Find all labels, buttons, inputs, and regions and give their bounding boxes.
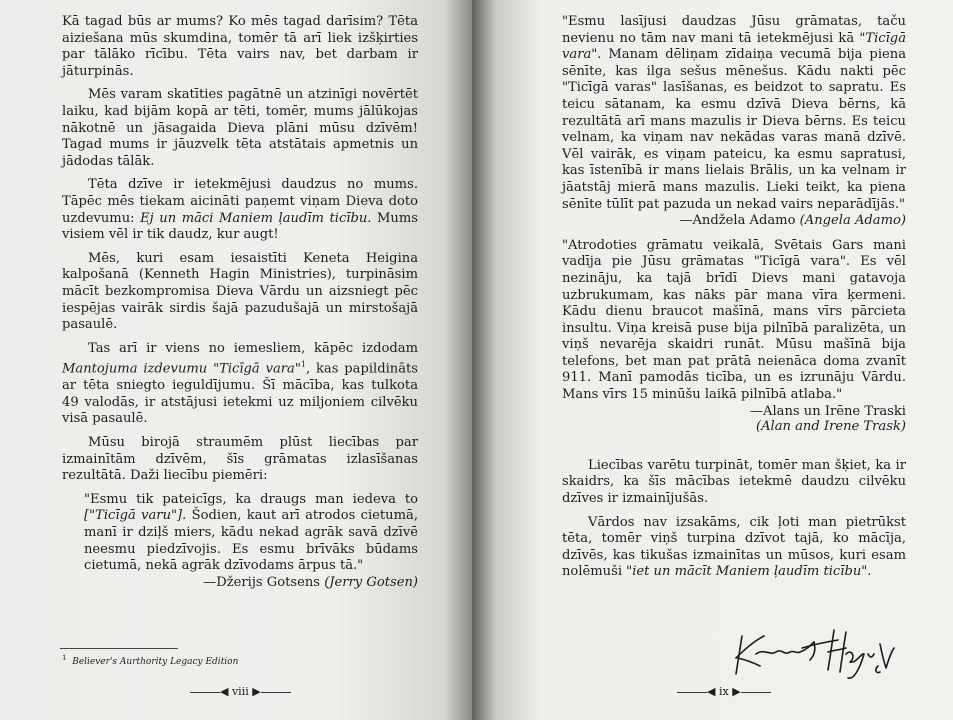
footnote [62, 654, 238, 667]
text-run: . Mums visiem vēl ir tik daudz, kur augt! [62, 210, 418, 243]
paragraph: Mūsu birojā straumēm plūst liecības par izmainītām dzīvēm, šīs grāmatas izlasīšanas rezultātā. Daži liecību piemēri: [62, 435, 418, 484]
testimonial-quote: "Atrodoties grāmatu veikalā, Svētais Gars mani vadīja pie Jūsu grāmatas "Ticīgā vara". Es vēl nezināju, ka tajā brīdī Dievs mani gatavoja uzbrukumam, kas nāks pār mana vīra ķermeni. Kādu dienu braucot mašīnā, mans vīrs pārcieta insultu. Viņa kreisā puse bija pilnībā paralizēta, un viņš nevarēja skaidri runāt. Mūsu mašīnā bija telefons, bet man pat prātā neienāca doma zvanīt 911. Manī pamodās ticība, un es izrunāju Vārdu. Mans vīrs 15 minūšu laikā pilnībā atlaba." [562, 237, 906, 403]
text-run: . [867, 564, 872, 580]
attribution-original: (Angela Adamo) [799, 213, 906, 229]
text-run: Tas arī ir viens no iemesliem, kāpēc izdodam [88, 340, 418, 356]
italic-run: Ej un māci Maniem ļaudīm ticību [140, 210, 368, 226]
page-number-text: viii [231, 685, 249, 698]
page-number-left: ◀ viii ▶ [190, 685, 291, 698]
italic-run: Mantojuma izdevumu "Ticīgā vara" [62, 361, 301, 377]
paragraph: Mēs, kuri esam iesaistīti Keneta Heigina kalpošanā (Kenneth Hagin Ministries), turpināsim mācīt bezkompromisa Dieva Vārdu un aizsniegt pēc iespējas vairāk sirdis šajā pazudušajā un mirstošajā pasaulē. [62, 250, 418, 333]
footnote-divider [60, 648, 178, 649]
text-run: Vārdos nav izsakāms, cik ļoti man pietrūkst tēta, tomēr viņš turpina dzīvot tajā, ko mācīja, dzīvēs, kas tikušas izmainītas un mūsos, kuri esam nolēmuši [562, 514, 906, 580]
text-run: . Manam dēliņam zīdaiņa vecumā bija piena sēnīte, kas ilga sešus mēnešus. Kādu nakti pēc "Ticīgā varas" lasīšanas, es beidzot to sapratu. Es teicu sātanam, ka esmu dzīvā Dieva bērns, kā rezultātā arī mans mazulis ir Dieva bērns. Es teicu velnam, ka viņam nav nekādas varas manā dzīvē. Vēl vairāk, es viņam pateicu, ka esmu sapratusi, kas īstenībā ir mans lielais Brālis, un ka velnam ir jāatstāj mierā mans mazulis. Lieki teikt, ka piena sēnīte tūlīt pat pazuda un nekad vairs neparādījās." [562, 47, 906, 212]
paragraph [62, 177, 418, 243]
testimonial-quote [562, 14, 906, 213]
testimonial-attribution [62, 575, 418, 592]
italic-run: "Ticīgā vara" [562, 30, 906, 63]
footnote-marker: 1 [300, 360, 306, 370]
page-number-right: ◀ ix ▶ [677, 685, 771, 698]
text-run: Tēta dzīve ir ietekmējusi daudzus no mums. Tāpēc mēs tiekam aicināti paņemt viņam Dieva doto uzdevumu: [62, 177, 418, 226]
page-number-text: ix [718, 685, 729, 698]
testimonial-attribution: —Alans un Irēne Traski [749, 403, 906, 419]
attribution-original: (Jerry Gotsen) [324, 574, 418, 590]
paragraph [562, 515, 906, 581]
footnote-text: Believer's Aurthority Legacy Edition [72, 657, 239, 667]
footnote-number: 1 [62, 654, 67, 662]
paragraph: Kā tagad būs ar mums? Ko mēs tagad darīsim? Tēta aiziešana mūs skumdina, tomēr tā arī liek izšķirties par tālāko rīcību. Tēta vairs nav, bet darbam ir jāturpinās. [62, 14, 418, 79]
paragraph: Liecības varētu turpināt, tomēr man šķiet, ka ir skaidrs, ka šīs mācības ietekmē daudzu cilvēku dzīves ir izmainījušās. [562, 457, 906, 507]
testimonial-quote [84, 492, 418, 575]
paragraph [62, 341, 418, 428]
right-page [472, 0, 953, 720]
italic-run: ["Ticīgā varu"] [84, 508, 183, 524]
signature [730, 624, 900, 682]
attribution-name: —Andžela Adamo [679, 213, 800, 229]
italic-run: "iet un mācīt Maniem ļaudīm ticību" [626, 564, 868, 580]
text-run: . Šodien, kaut arī atrodos cietumā, manī ir dziļš miers, kādu nekad agrāk savā dzīvē neesmu piedzīvojis. Es esmu brīvāks būdams cietumā, nekā agrāk dzīvodams ārpus tā." [84, 508, 418, 574]
paragraph: Mēs varam skatīties pagātnē un atzinīgi novērtēt laiku, kad bijām kopā ar tēti, tomēr, mums jālūkojas nākotnē un jāsagaida Dieva plāni mūsu dzīvēm! Tagad mums ir jāuzvelk tēta atstātais apmetnis un jādodas tālāk. [62, 87, 418, 169]
testimonial-attribution [562, 213, 906, 230]
attribution-name: —Džerijs Gotsens [203, 574, 325, 590]
text-run: "Esmu tik pateicīgs, ka draugs man iedeva to [84, 491, 418, 507]
left-page [0, 0, 472, 720]
testimonial-attribution-original: (Alan and Irene Trask) [755, 419, 906, 435]
text-run: , kas papildināts ar tēta sniegto ieguldījumu. Šī mācība, kas tulkota 49 valodās, ir atstājusi ietekmi uz miljoniem cilvēku visā pasaulē. [62, 361, 418, 427]
text-run: "Esmu lasījusi daudzas Jūsu grāmatas, taču nevienu no tām nav mani tā ietekmējusi kā [562, 14, 906, 46]
right-page-body [562, 14, 906, 588]
left-page-body [62, 14, 418, 598]
